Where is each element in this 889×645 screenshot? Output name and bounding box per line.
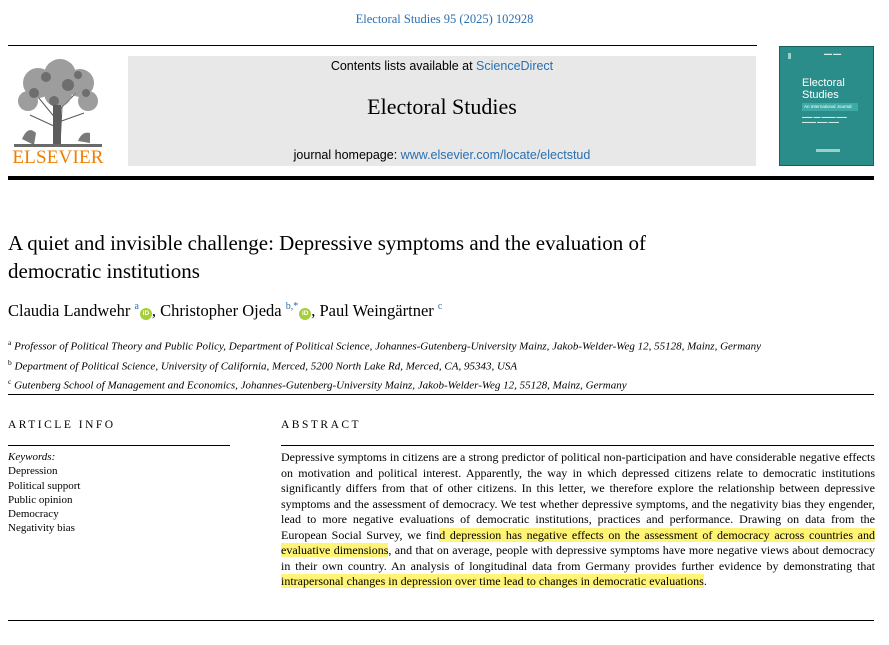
abstract-highlight[interactable]: d depression has negative effects on the assessment of democracy across countries and evaluative dimensions xyxy=(281,527,876,557)
contents-prefix: Contents lists available at xyxy=(330,59,477,73)
article-title-line2: democratic institutions xyxy=(8,259,200,283)
keywords-list xyxy=(8,450,80,536)
author-name: Claudia Landwehr xyxy=(8,301,131,320)
cover-subtitle: An International Journal xyxy=(802,103,858,111)
abstract-part: Depressive symptoms in citizens are a strong predictor of political non-participation and have considerable negative effects on motivation and political interest. Apparently, the way in which depressed citizens relate to democratic institutions significantly differs from that of other citizens. In this letter, we therefore explore the relationship between depressive symptoms and the assessment of democracy. We test whether depressive symptoms, and the negativity bias they engender, lead to more negative evaluations of democratic institutions, practices and performance. Drawing on data from the European Social Survey, we fin xyxy=(281,450,875,542)
author-affiliation-mark[interactable]: c xyxy=(437,301,443,312)
article-title xyxy=(8,229,868,285)
journal-homepage xyxy=(128,148,756,162)
affiliation-item xyxy=(8,374,868,394)
affiliation-item xyxy=(8,335,868,355)
abstract-highlight[interactable]: intrapersonal changes in depression over time lead to changes in democratic evaluations xyxy=(281,574,704,588)
cover-title xyxy=(802,77,866,101)
cover-title-line1: Electoral xyxy=(802,77,845,89)
keywords-label: Keywords: xyxy=(8,451,56,463)
article-info-rule xyxy=(8,445,230,446)
header-rule xyxy=(8,45,757,46)
keyword-item: Political support xyxy=(8,479,81,492)
cover-stripe xyxy=(788,53,791,59)
keyword-item: Negativity bias xyxy=(8,522,75,535)
keyword-item: Public opinion xyxy=(8,493,73,506)
abstract-text xyxy=(281,450,875,590)
journal-citation[interactable]: Electoral Studies 95 (2025) 102928 xyxy=(355,12,534,26)
cover-editors-lines: ▬▬▬ ▬▬ ▬▬▬▬ ▬▬▬ ▬▬▬▬ ▬▬▬ ▬▬▬ xyxy=(802,115,847,124)
journal-title: Electoral Studies xyxy=(367,94,517,119)
keyword-item: Depression xyxy=(8,465,58,478)
author-affiliation-mark[interactable]: a xyxy=(134,301,139,312)
elsevier-wordmark: ELSEVIER xyxy=(12,147,104,168)
affiliation-letter: a xyxy=(8,338,12,347)
orcid-icon[interactable]: iD xyxy=(140,308,152,320)
sciencedirect-link[interactable]: ScienceDirect xyxy=(476,59,554,73)
keyword-item: Democracy xyxy=(8,508,59,521)
abstract-rule xyxy=(281,445,874,446)
contents-availability xyxy=(128,59,756,73)
cover-publisher-mark xyxy=(816,149,840,152)
section-bottom-rule xyxy=(8,620,874,621)
abstract-part: , and that on average, people with depressive symptoms have more negative views about democracy in their own country. An analysis of longitudinal data from Germany provides further evidence by demonstrating that xyxy=(281,543,875,573)
journal-masthead xyxy=(128,56,756,166)
author-affiliation-mark[interactable]: b,* xyxy=(285,301,299,312)
journal-cover-thumbnail[interactable] xyxy=(779,46,874,166)
affiliation-text: Gutenberg School of Management and Economics, Johannes-Gutenberg-University Mainz, Jakob-Welder-Weg 12, 55128, Mainz, Germany xyxy=(14,379,627,392)
cover-title-line2: Studies xyxy=(802,89,839,101)
abstract-part: . xyxy=(703,574,707,588)
affiliation-letter: c xyxy=(8,377,12,387)
journal-homepage-link[interactable]: www.elsevier.com/locate/electstud xyxy=(400,148,591,162)
author-list: Claudia Landwehr $^a$iD , Christopher Ojeda $^{b,*}$iD , Paul Weingärtner $^c$ xyxy=(8,301,443,320)
affiliation-text: Department of Political Science, University of California, Merced, 5200 North Lake Rd, Merced, CA, 95343, USA xyxy=(14,360,518,373)
article-info-heading: ARTICLE INFO xyxy=(8,419,116,431)
section-rule xyxy=(8,394,874,395)
author-name: Christopher Ojeda xyxy=(160,301,282,320)
abstract-heading: ABSTRACT xyxy=(281,419,362,431)
author-name: Paul Weingärtner xyxy=(319,301,434,320)
affiliations xyxy=(8,335,868,394)
affiliation-letter: b xyxy=(8,357,12,367)
article-title-line1: A quiet and invisible challenge: Depressive symptoms and the evaluation of xyxy=(8,231,647,255)
cover-header-mark: ▬▬ ▬▬ xyxy=(824,51,842,56)
orcid-icon[interactable]: iD xyxy=(299,308,311,320)
affiliation-text: Professor of Political Theory and Public Policy, Department of Political Science, Johannes-Gutenberg-University Mainz, Jakob-Welder-Weg 12, 55128, Mainz, Germany xyxy=(14,340,762,353)
affiliation-item xyxy=(8,355,868,375)
homepage-prefix: journal homepage: xyxy=(293,148,401,162)
masthead-bottom-rule xyxy=(8,176,874,180)
